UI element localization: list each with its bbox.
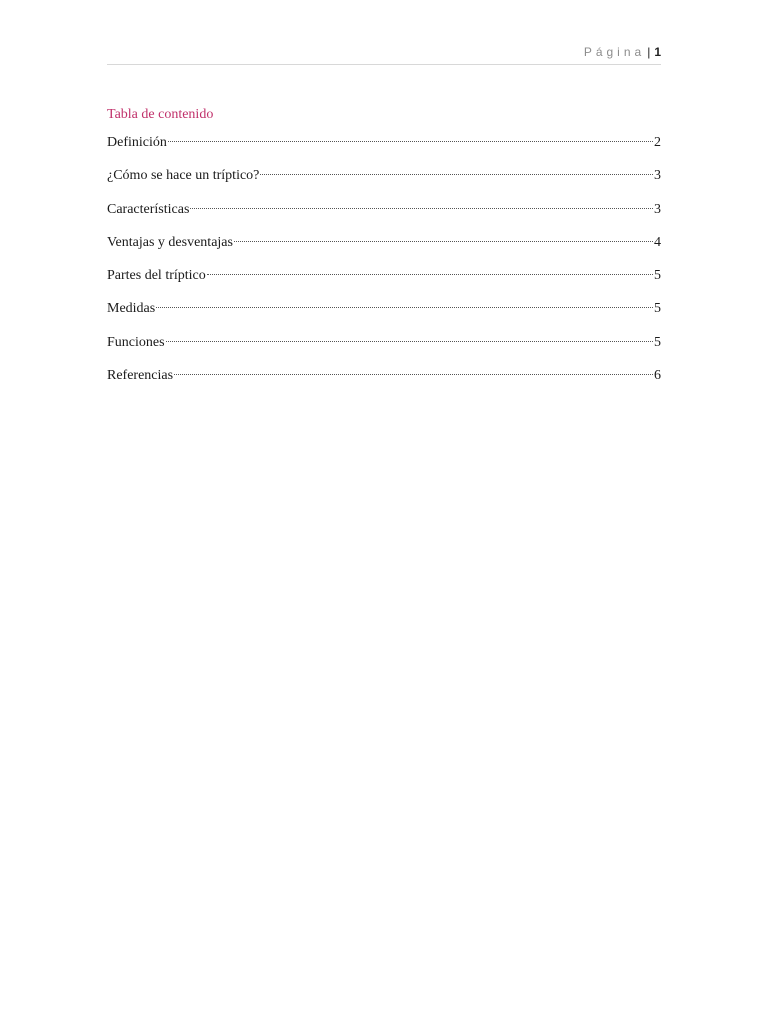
toc-dot-leader: [168, 141, 653, 142]
page-header: [107, 44, 661, 65]
toc-entry-page: 3: [654, 201, 661, 217]
toc-dot-leader: [207, 274, 653, 275]
toc-entry-referencias[interactable]: [107, 367, 661, 400]
toc-entry-label: ¿Cómo se hace un tríptico?: [107, 168, 260, 184]
toc-entry-label: Referencias: [107, 368, 174, 384]
toc-entry-medidas[interactable]: [107, 300, 661, 333]
toc-entry-ventajas[interactable]: [107, 234, 661, 267]
toc-title: Tabla de contenido: [107, 107, 214, 122]
toc-entry-partes[interactable]: [107, 267, 661, 300]
page-word: Página: [583, 45, 646, 59]
toc-dot-leader: [174, 374, 653, 375]
toc-entry-caracteristicas[interactable]: [107, 201, 661, 234]
toc-dot-leader: [166, 341, 653, 342]
toc-entry-page: 2: [654, 135, 661, 150]
toc-dot-leader: [260, 174, 653, 175]
page-number: 1: [654, 45, 661, 59]
page-separator: |: [647, 45, 651, 59]
toc-entry-funciones[interactable]: [107, 334, 661, 367]
toc-entry-page: 5: [654, 301, 661, 317]
toc-entry-label: Funciones: [107, 334, 165, 350]
toc-entry-label: Características: [107, 201, 190, 217]
toc-dot-leader: [234, 241, 653, 242]
toc-entry-label: Ventajas y desventajas: [107, 234, 233, 250]
table-of-contents: [107, 134, 661, 400]
page-indicator: [584, 45, 661, 59]
toc-dot-leader: [190, 208, 653, 209]
toc-entry-page: 5: [654, 334, 661, 350]
toc-entry-page: 3: [654, 168, 661, 184]
toc-entry-como-se-hace[interactable]: [107, 167, 661, 200]
toc-entry-label: Medidas: [107, 301, 156, 317]
toc-entry-page: 4: [654, 234, 661, 250]
toc-entry-label: Definición: [107, 135, 167, 150]
toc-entry-page: 5: [654, 268, 661, 284]
toc-entry-definicion[interactable]: [107, 134, 661, 167]
toc-dot-leader: [156, 307, 653, 308]
toc-entry-page: 6: [654, 368, 661, 384]
toc-entry-label: Partes del tríptico: [107, 268, 206, 284]
